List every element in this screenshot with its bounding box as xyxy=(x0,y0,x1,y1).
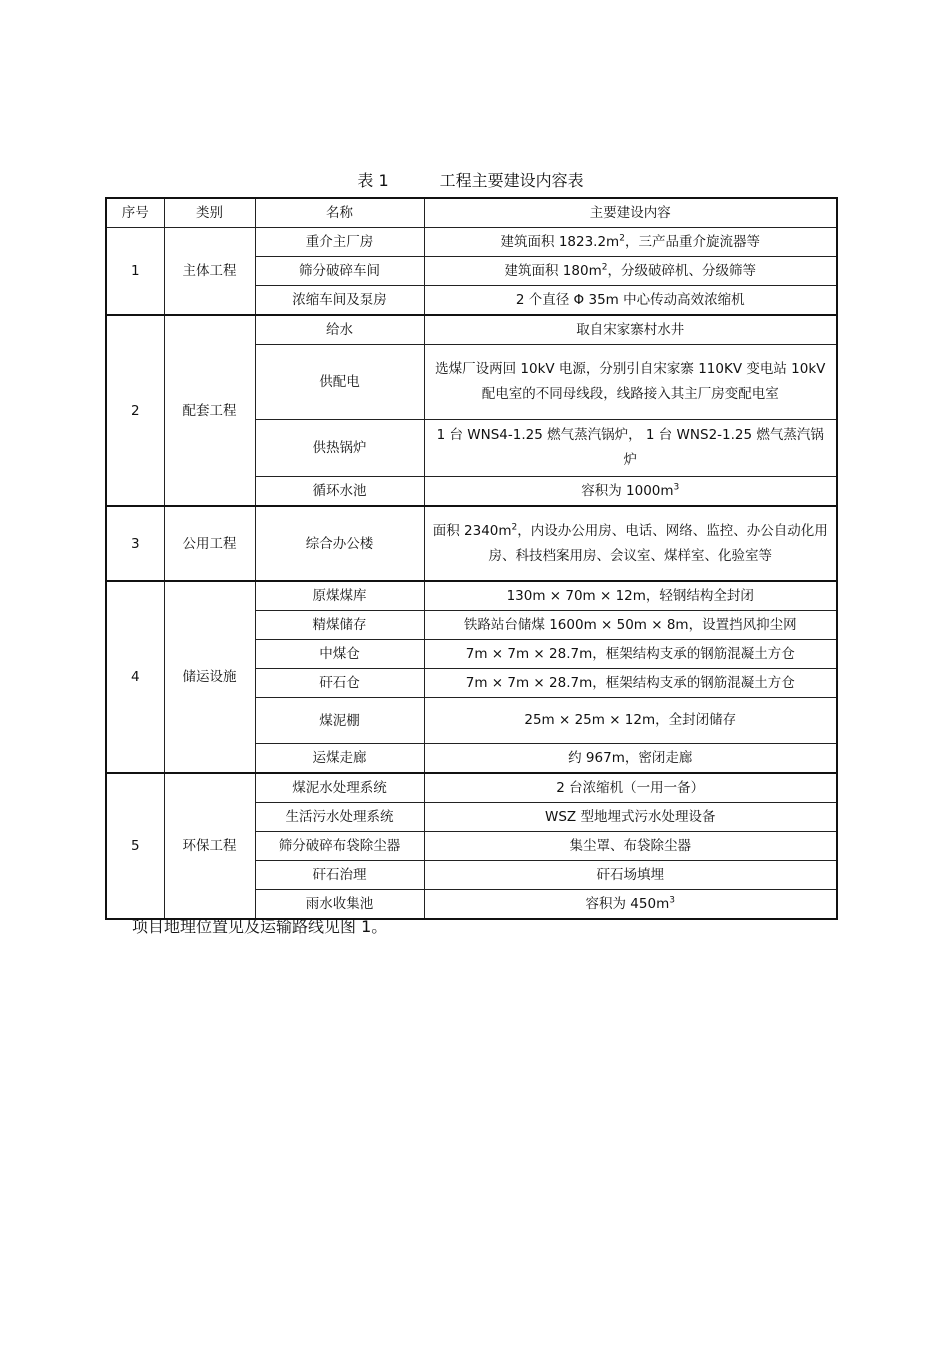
table-row xyxy=(106,773,837,803)
content-text: 建筑面积 1823.2m xyxy=(500,234,620,250)
row-content xyxy=(424,698,837,744)
row-category: 储运设施 xyxy=(164,581,255,773)
row-name: 综合办公楼 xyxy=(255,506,424,581)
content-text-tail: ，分级破碎机、分级筛等 xyxy=(607,263,756,279)
row-name: 生活污水处理系统 xyxy=(255,803,424,832)
row-content xyxy=(424,477,837,507)
content-superscript: 2 xyxy=(511,522,518,532)
row-category: 配套工程 xyxy=(164,315,255,506)
row-name: 重介主厂房 xyxy=(255,228,424,257)
table-title: 工程主要建设内容表 xyxy=(439,171,584,190)
row-content xyxy=(424,345,837,420)
row-name: 雨水收集池 xyxy=(255,890,424,920)
content-text: 建筑面积 180m xyxy=(504,263,602,279)
content-text: 7m × 7m × 28.7m，框架结构支承的钢筋混凝土方仓 xyxy=(465,675,795,691)
row-content xyxy=(424,611,837,640)
row-name: 矸石仓 xyxy=(255,669,424,698)
content-text: 面积 2340m xyxy=(432,522,512,539)
content-text: 选煤厂设两回 10kV 电源，分别引自宋家寨 110KV 变电站 10kV 配电室的不同母线段，线路接入其主厂房变配电室 xyxy=(435,361,826,402)
table-body xyxy=(106,228,837,920)
row-content xyxy=(424,581,837,611)
row-name: 运煤走廊 xyxy=(255,744,424,774)
header-no: 序号 xyxy=(106,198,164,228)
row-content xyxy=(424,832,837,861)
row-content xyxy=(424,803,837,832)
table-row xyxy=(106,315,837,345)
row-number: 4 xyxy=(106,581,164,773)
row-content xyxy=(424,506,837,581)
row-name: 矸石治理 xyxy=(255,861,424,890)
row-name: 精煤储存 xyxy=(255,611,424,640)
row-content xyxy=(424,640,837,669)
location-note: 项目地理位置见及运输路线见图 1。 xyxy=(132,917,388,936)
row-content xyxy=(424,744,837,774)
row-name: 筛分破碎布袋除尘器 xyxy=(255,832,424,861)
content-text: 130m × 70m × 12m，轻钢结构全封闭 xyxy=(506,588,754,604)
header-category: 类别 xyxy=(164,198,255,228)
content-text: 25m × 25m × 12m，全封闭储存 xyxy=(524,712,737,728)
row-content xyxy=(424,773,837,803)
table-number: 表 1 xyxy=(357,171,389,190)
row-content xyxy=(424,420,837,477)
row-number: 2 xyxy=(106,315,164,506)
content-superscript: 2 xyxy=(619,233,625,244)
row-name: 煤泥棚 xyxy=(255,698,424,744)
content-text: 容积为 1000m xyxy=(581,483,674,499)
content-text-tail: ，三产品重介旋流器等 xyxy=(624,234,760,250)
row-name: 中煤仓 xyxy=(255,640,424,669)
table-header-row xyxy=(106,198,837,228)
row-name: 循环水池 xyxy=(255,477,424,507)
row-content xyxy=(424,286,837,316)
row-content xyxy=(424,669,837,698)
row-content xyxy=(424,890,837,920)
row-name: 浓缩车间及泵房 xyxy=(255,286,424,316)
content-superscript: 2 xyxy=(601,262,608,273)
row-name: 原煤煤库 xyxy=(255,581,424,611)
row-content xyxy=(424,257,837,286)
content-text: 2 台浓缩机（一用一备） xyxy=(556,780,705,796)
content-text-tail: ，内设办公用房、电话、网络、监控、办公自动化用房、科技档案用房、会议室、煤样室、化验室等 xyxy=(488,522,828,564)
row-name: 供热锅炉 xyxy=(255,420,424,477)
table-row xyxy=(106,581,837,611)
row-category: 环保工程 xyxy=(164,773,255,919)
content-text: 铁路站台储煤 1600m × 50m × 8m，设置挡风抑尘网 xyxy=(463,617,797,633)
content-text: WSZ 型地埋式污水处理设备 xyxy=(545,809,716,825)
content-text: 1 台 WNS4-1.25 燃气蒸汽锅炉， 1 台 WNS2-1.25 燃气蒸汽锅炉 xyxy=(436,427,824,468)
construction-content-table xyxy=(105,197,838,920)
content-text: 矸石场填埋 xyxy=(596,867,664,883)
content-superscript: 3 xyxy=(673,482,680,493)
row-name: 筛分破碎车间 xyxy=(255,257,424,286)
content-superscript: 3 xyxy=(669,895,675,906)
row-name: 煤泥水处理系统 xyxy=(255,773,424,803)
header-name: 名称 xyxy=(255,198,424,228)
content-text: 集尘罩、布袋除尘器 xyxy=(569,838,691,854)
row-name: 供配电 xyxy=(255,345,424,420)
header-content: 主要建设内容 xyxy=(424,198,837,228)
content-text: 约 967m，密闭走廊 xyxy=(568,750,693,766)
row-name: 给水 xyxy=(255,315,424,345)
row-number: 5 xyxy=(106,773,164,919)
content-text: 7m × 7m × 28.7m，框架结构支承的钢筋混凝土方仓 xyxy=(465,646,795,662)
content-text: 2 个直径 Φ 35m 中心传动高效浓缩机 xyxy=(515,292,745,308)
table-row xyxy=(106,506,837,581)
content-text: 取自宋家寨村水井 xyxy=(576,322,685,338)
row-category: 主体工程 xyxy=(164,228,255,316)
row-content xyxy=(424,861,837,890)
table-row xyxy=(106,228,837,257)
row-number: 1 xyxy=(106,228,164,316)
row-content xyxy=(424,315,837,345)
row-number: 3 xyxy=(106,506,164,581)
row-category: 公用工程 xyxy=(164,506,255,581)
content-text: 容积为 450m xyxy=(585,896,670,912)
row-content xyxy=(424,228,837,257)
table-caption xyxy=(105,168,836,191)
